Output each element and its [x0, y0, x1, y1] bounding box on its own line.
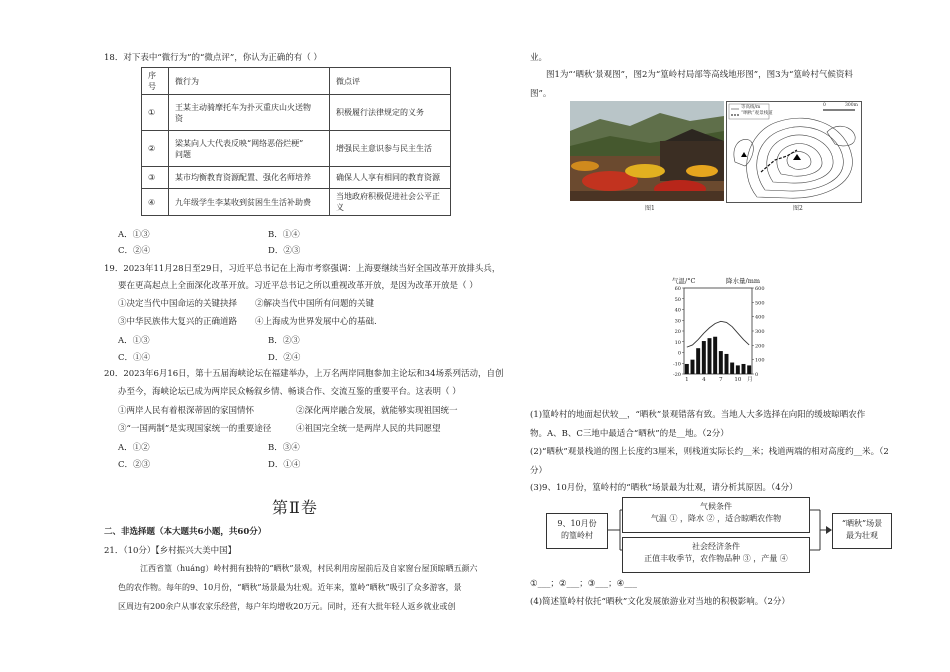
flow-economy-box: 社会经济条件 正值丰收季节，农作物品种 ③ ，产量 ④ — [622, 537, 810, 573]
topo-legend-contour: 等高线/m — [741, 105, 761, 110]
left-tick-label: 0 — [677, 350, 681, 357]
right-tick-label: 300 — [755, 329, 765, 335]
option-d: D．②③ — [268, 246, 301, 256]
option-c: C．②④ — [118, 246, 151, 256]
climate-chart — [664, 276, 774, 388]
option-c: C．①④ — [118, 353, 151, 363]
q19-stem-1: 19．2023年11月28日至29日，习近平总书记在上海市考察强调：上海要继续当好全国改革开放排头兵， — [104, 264, 501, 274]
section-part-heading: 二、非选择题（本大题共6小题，共60分） — [104, 527, 267, 537]
x-tick-label: 4 — [702, 377, 706, 383]
q20-item: ③“一国两制”是实现国家统一的重要途径 — [118, 424, 272, 434]
left-tick-label: 60 — [674, 286, 681, 292]
q21-sub1: 物。A、B、C三地中最适合“晒秋”的是__地。（2分） — [530, 429, 729, 439]
precip-bar — [725, 354, 729, 374]
right-tick-label: 200 — [755, 343, 765, 350]
shaiqiu-photo — [570, 101, 724, 201]
q21-sub4: (4)简述篁岭村依托“晒秋”文化发展旅游业对当地的积极影响。（2分） — [530, 597, 790, 607]
option-c: C．②③ — [118, 460, 151, 470]
option-a: A．①② — [118, 443, 150, 453]
left-tick-label: 40 — [674, 307, 681, 314]
q21-sub1: (1)篁岭村的地面起伏较__，“晒秋”景观错落有致。当地人大多选择在向阳的缓坡晾晒农作 — [530, 410, 866, 420]
left-tick-label: 50 — [674, 296, 681, 303]
left-tick-label: 20 — [674, 329, 681, 335]
x-tick-label: 1 — [685, 377, 689, 383]
option-d: D．②④ — [268, 353, 301, 363]
topo-scale-end: 300m — [845, 103, 858, 108]
section-title: 第Ⅱ卷 — [272, 498, 318, 517]
topo-scale-start: 0 — [823, 103, 826, 108]
fig-intro: 图”。 — [530, 89, 552, 99]
precip-bar — [747, 365, 751, 374]
table-cell: 积极履行法律规定的义务 — [330, 95, 451, 131]
table-cell: 确保人人享有相同的教育资源 — [330, 167, 451, 189]
precip-bar — [730, 363, 734, 374]
q21-para: 业。 — [530, 53, 548, 63]
flow-climate-box: 气候条件 气温 ① ，降水 ② ，适合晾晒农作物 — [622, 497, 810, 533]
table-header: 微点评 — [330, 68, 451, 95]
right-tick-label: 0 — [755, 372, 759, 378]
temperature-line — [687, 321, 749, 347]
q20-item: ④祖国完全统一是两岸人民的共同愿望 — [296, 424, 441, 434]
flow-result-box: “晒秋”场景 最为壮观 — [832, 513, 892, 549]
option-d: D．①④ — [268, 460, 301, 470]
q20-stem-2: 办至今，海峡论坛已成为两岸民众畅叙乡情、畅谈合作、交流互鉴的重要平台。这表明（ ） — [118, 387, 461, 397]
option-b: B．①④ — [268, 230, 300, 240]
option-b: B．②③ — [268, 336, 300, 346]
table-cell: 九年级学生李某收到贫困生生活补助费 — [169, 189, 330, 216]
precip-bar — [685, 364, 689, 374]
left-tick-label: 10 — [674, 339, 681, 346]
table-cell: 增强民主意识参与民主生活 — [330, 131, 451, 167]
table-cell: ② — [142, 131, 169, 167]
x-tick-label: 7 — [719, 377, 723, 383]
table-cell: ① — [142, 95, 169, 131]
table-cell: 某市均衡教育资源配置、强化名师培养 — [169, 167, 330, 189]
left-tick-label: -20 — [672, 372, 681, 378]
q21-para: 江西省篁（huáng）岭村拥有独特的“晒秋”景观，村民利用房屋前后及自家窗台屋顶晾晒五颜六 — [140, 564, 478, 573]
precip-bar — [702, 341, 706, 374]
precip-bar — [736, 365, 740, 374]
precip-bar — [742, 364, 746, 374]
q21-para: 区周边有200余户从事农家乐经营，每户年均增收20万元。同时，还有大批年轻人返乡就业或创 — [118, 602, 456, 611]
left-tick-label: 30 — [674, 318, 681, 325]
q21-sub3: (3)9、10月份，篁岭村的“晒秋”场景最为壮观，请分析其原因。（4分） — [530, 483, 798, 493]
table-header: 序号 — [142, 68, 169, 95]
right-tick-label: 400 — [755, 314, 765, 321]
q19-item: ③中华民族伟大复兴的正确道路 — [118, 317, 238, 327]
q20-item: ①两岸人民有着根深蒂固的家国情怀 — [118, 406, 255, 416]
precip-bar — [719, 351, 723, 374]
fig-intro: 图1为“‘晒秋’景观图”，图2为“篁岭村局部等高线地形图”，图3为“篁岭村气候资料 — [546, 70, 853, 80]
right-axis-label: 降水量/mm — [726, 277, 761, 285]
right-tick-label: 500 — [755, 300, 765, 307]
q19-stem-2: 要在更高起点上全面深化改革开放。习近平总书记之所以重视改革开放，是因为改革开放是（ ） — [118, 281, 478, 291]
table-cell: 王某主动骑摩托车为扑灭重庆山火送物 资 — [169, 95, 330, 131]
q21-sub2: (2)“晒秋”观景栈道的图上长度约3厘米，则栈道实际长约__米；栈道两端的相对高度约__米。（2 — [530, 447, 889, 457]
table-cell: ④ — [142, 189, 169, 216]
topo-map — [726, 101, 862, 203]
right-tick-label: 100 — [755, 357, 765, 364]
precip-bar — [696, 348, 700, 374]
q21-para: 色的农作物。每年的9、10月份，“晒秋”场景最为壮观。近年来，篁岭“晒秋”吸引了众多游客，景 — [118, 583, 462, 592]
option-a: A．①③ — [118, 230, 150, 240]
option-a: A．①③ — [118, 336, 150, 346]
x-tick-label: 月 — [747, 377, 753, 383]
left-axis-label: 气温/°C — [672, 277, 696, 285]
q21-heading: 21．（10分）【乡村振兴大美中国】 — [104, 546, 237, 556]
q19-item: ②解决当代中国所有问题的关键 — [255, 299, 375, 309]
q18-stem: 18．对下表中“微行为”的“微点评”，你认为正确的有（ ） — [104, 53, 322, 63]
q21-blanks: ①___；②___；③___；④___ — [530, 579, 637, 589]
fig1-caption: 图1 — [645, 205, 655, 212]
right-tick-label: 600 — [755, 286, 765, 292]
precip-bar — [691, 360, 695, 374]
q21-sub2: 分） — [530, 466, 548, 476]
fig2-caption: 图2 — [793, 205, 803, 212]
table-cell: 梁某向人大代表反映“网络恶俗烂梗” 问题 — [169, 131, 330, 167]
precip-bar — [708, 338, 712, 374]
table-header: 微行为 — [169, 68, 330, 95]
q18-table — [141, 67, 451, 216]
q20-stem-1: 20．2023年6月16日，第十五届海峡论坛在福建举办，上万名两岸同胞参加主论坛和34场系列活动，自创 — [104, 369, 504, 379]
q20-item: ②深化两岸融合发展，就能够实现祖国统一 — [296, 406, 458, 416]
table-cell: ③ — [142, 167, 169, 189]
option-b: B．③④ — [268, 443, 300, 453]
q19-item: ④上海成为世界发展中心的基础. — [255, 317, 377, 327]
q19-item: ①决定当代中国命运的关键抉择 — [118, 299, 238, 309]
topo-legend-trail: “晒秋”观景栈道 — [741, 111, 773, 116]
x-tick-label: 10 — [734, 377, 742, 383]
flow-left-box: 9、10月份 的篁岭村 — [546, 513, 608, 549]
left-tick-label: -10 — [672, 361, 681, 368]
table-cell: 当地政府积极促进社会公平正义 — [330, 189, 451, 216]
precip-bar — [713, 337, 717, 374]
